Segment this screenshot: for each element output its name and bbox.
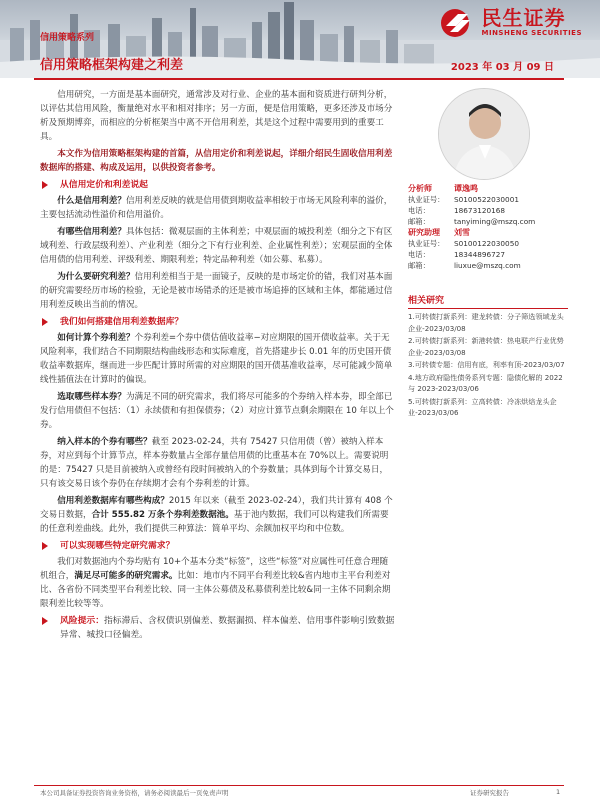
answer: 我们对数据池内个券均贴有 10+个基本分类“标签”，这些“标签”对应属性可任意合理随机组合， <box>40 557 389 581</box>
question: 什么是信用利差？ <box>57 196 126 206</box>
answer-highlight: 合计 555.82 万条个券利差数据池。 <box>91 510 234 520</box>
analyst-name: 刘雪 <box>454 228 470 237</box>
footer-disclaimer: 本公司具备证券投资咨询业务资格，请务必阅读最后一页免责声明 <box>40 789 229 797</box>
paragraph <box>40 555 395 611</box>
page-title: 信用策略框架构建之利差 <box>40 58 184 73</box>
avatar-icon <box>439 89 530 180</box>
related-item[interactable]: 2.可转债打新系列：新港转债：热电联产行业优势企业-2023/03/08 <box>408 336 564 357</box>
paragraph <box>40 494 395 536</box>
related-item[interactable]: 1.可转债打新系列：建龙转债：分子筛选领域龙头企业-2023/03/08 <box>408 312 564 333</box>
intro-paragraph: 信用研究，一方面是基本面研究，通常涉及对行业、企业的基本面和资质进行研判分析，以评估其信用风险，衡量绝对水平和相对排序；另一方面，便是信用策略，更多还涉及市场分析及预期博弈，而相应的分析框架当中离不开信用利差，其是这个过程中需要用到的重要工具。 <box>40 90 393 142</box>
analyst-row <box>408 227 568 238</box>
answer-highlight: 满足尽可能多的研究需求。 <box>74 571 178 581</box>
arrow-icon <box>42 181 48 189</box>
summary-paragraph: 本文作为信用策略框架构建的首篇，从信用定价和利差说起，详细介绍民生固收信用利差数据库的搭建、构成及运用，以供投资者参考。 <box>40 149 393 173</box>
paragraph <box>40 435 395 491</box>
section-title: 我们如何搭建信用利差数据库？ <box>60 317 184 327</box>
section-heading <box>40 178 395 192</box>
section-title: 从信用定价和利差说起 <box>60 180 148 190</box>
risk-paragraph <box>60 614 395 642</box>
arrow-icon <box>42 318 48 326</box>
logo-subtext: MINSHENG SECURITIES <box>481 29 582 37</box>
related-item[interactable]: 4.地方政府隐性债务系列专题：隐债化解的 2022 与 2023-2023/03/06 <box>408 372 563 393</box>
analyst-row <box>408 205 568 216</box>
main-content <box>40 88 395 644</box>
related-item[interactable]: 3.可转债专题：信用有底，利率有顶-2023/03/07 <box>408 360 565 369</box>
email-link[interactable]: tanyiming@mszq.com <box>454 217 536 226</box>
question: 如何计算个券利差？ <box>57 333 135 343</box>
arrow-icon <box>42 542 48 550</box>
analyst-row <box>408 194 568 205</box>
field-label: 邮箱： <box>408 261 430 270</box>
risk-text: 指标滞后、含权债识别偏差、数据漏损、样本偏差、信用事件影响引致数据异常、城投口径偏差。 <box>60 616 395 640</box>
answer: 基于池内数据，我们可以构建我们所需要的任意利差曲线。此外，我们提供三种算法：简单平均、余额加权平均和中位数。 <box>40 510 389 534</box>
analyst-row <box>408 238 568 249</box>
answer: 信用利差相当于是一面镜子，反映的是市场定价的错，我们对基本面的研究需要经历市场的检验，无论是被市场错杀的还是被市场追捧的区域和主体，都能通过信用利差反映出当前的情况。 <box>40 272 393 310</box>
answer: 为满足不同的研究需求，我们将尽可能多的个券纳入样本券，即全部已发行信用债但不包括：（1）永续债和有担保债券；（2）对应计算节点剩余期限在 10 年以上个券。 <box>40 392 394 430</box>
report-series: 信用策略系列 <box>40 33 95 43</box>
paragraph <box>40 270 395 312</box>
logo-text: 民生证券 <box>481 6 566 30</box>
related-item[interactable]: 5.可转债打新系列：立高转债：冷冻烘焙龙头企业-2023/03/06 <box>408 396 557 417</box>
analyst-photo <box>438 88 530 180</box>
related-research-heading: 相关研究 <box>408 293 568 309</box>
phone: 18344896727 <box>454 250 506 259</box>
answer: 截至 2023-02-24，共有 75427 只信用债（曾）被纳入样本券，对应到每个计算节点，样本券数量占全部存量信用债的比重基本在 70%以上。需要说明的是：75427 只是目前被纳入或曾经有段时间被纳入的个券数量；具体到每个计算交易日，只有该交易日该个券仍在存续期才会有个券利差的计算。 <box>40 437 389 489</box>
analyst-row <box>408 216 568 227</box>
field-label: 电话： <box>408 250 430 259</box>
arrow-icon <box>42 617 48 625</box>
analyst-info <box>408 183 568 271</box>
title-bar <box>34 52 564 76</box>
analyst-role: 分析师 <box>408 184 432 193</box>
field-label: 电话： <box>408 206 430 215</box>
risk-section <box>40 614 395 642</box>
risk-label: 风险提示： <box>60 616 104 626</box>
page-number: 1 <box>556 788 561 796</box>
company-logo <box>438 6 583 38</box>
minsheng-logo-icon <box>438 6 476 38</box>
answer: 比如：地市内不同平台利差比较&省内地市主平台利差对比、各省份不同类型平台利差比较、同一主体公募债及私募债利差比较&同一主体不同剩余期限利差比较等等。 <box>40 571 391 609</box>
report-date: 2023 年 03 月 09 日 <box>450 62 554 73</box>
related-research-list <box>408 311 568 420</box>
section-heading <box>40 315 395 329</box>
footer-report-type: 证券研究报告 <box>470 789 509 797</box>
question: 纳入样本的个券有哪些？ <box>57 437 152 447</box>
header-divider <box>34 78 564 80</box>
paragraph <box>40 225 395 267</box>
question: 为什么要研究利差？ <box>57 272 135 282</box>
analyst-name: 谭逸鸣 <box>454 184 478 193</box>
answer: 信用利差反映的就是信用债到期收益率相较于市场无风险利率的溢价，主要包括流动性溢价和信用溢价。 <box>40 196 393 220</box>
answer: 具体包括：微观层面的主体利差；中观层面的城投利差（细分之下有区域利差、行政层级利差）、产业利差（细分之下有行业利差、企业属性利差）；宏观层面的全体信用债的信用利差、评级利差、期限利差；特定品种利差（如公募、私募）。 <box>40 227 393 265</box>
footer-divider <box>34 785 564 786</box>
cert-number: S0100122030050 <box>454 239 519 248</box>
answer: 2015 年以来（截至 2023-02-24），我们共计算有 408 个交易日数据， <box>40 496 393 520</box>
answer: 个券利差=个券中债估值收益率−对应期限的国开债收益率。关于无风险利率，我们结合不同期限结构曲线形态和实际难度，首先搭建步长 0.01 年的历史国开债收益率数据库，继而进一步匹配计算时所需的对应期限的国开债基准收益率，尽可能减少简单线性插值法在计算时的偏误。 <box>40 333 393 385</box>
analyst-role: 研究助理 <box>408 228 440 237</box>
question: 有哪些信用利差？ <box>57 227 126 237</box>
cert-number: S0100522030001 <box>454 195 519 204</box>
email-link[interactable]: liuxue@mszq.com <box>454 261 521 270</box>
field-label: 邮箱： <box>408 217 430 226</box>
field-label: 执业证号： <box>408 195 445 204</box>
question: 信用利差数据库有哪些构成？ <box>57 496 169 506</box>
section-title: 可以实现哪些特定研究需求？ <box>60 541 175 551</box>
phone: 18673120168 <box>454 206 506 215</box>
paragraph <box>40 390 395 432</box>
analyst-row <box>408 183 568 194</box>
paragraph <box>40 331 395 387</box>
section-heading <box>40 539 395 553</box>
analyst-row <box>408 260 568 271</box>
analyst-row <box>408 249 568 260</box>
field-label: 执业证号： <box>408 239 445 248</box>
question: 选取哪些样本券？ <box>57 392 126 402</box>
paragraph <box>40 194 395 222</box>
